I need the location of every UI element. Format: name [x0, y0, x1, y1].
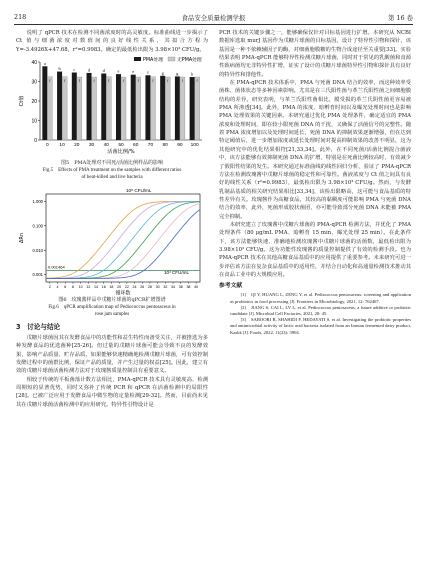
sig-letter: e	[117, 68, 120, 74]
y-tick-label: 30	[31, 79, 37, 86]
sig-letter: f	[63, 77, 66, 83]
paragraph: 在 PMA-qPCR 技术体系中，PMA 与死菌 DNA 结合的效率，而这种效率受菌株、菌体状态等多种因素影响。尤其是在三氏阳性菌与革兰氏阳性菌之间细胞膜结构的差异，研究表明，与革兰氏阳性菌相比，膜受损的革兰氏阴性菌更容易被 PMA 所渗透[34]。此外，PMA 的浓度、暗孵育时间以及曝光处理时间也是影响 PMA 处理效果的关键因素。本研究通过优化 PMA 处理条件，确定适宜的 PMA 浓度和处理时间，即在较小限死菌 DNA 的干扰，又确保了活菌信号的完整性。随着 PMA 浓度增加以及处理时间延长，死菌 DNA 的抑制效果逐渐增强，但在达到特定阈值后，进一步增加浓度或延长处理时间对提高抑制效果的改善不明显，这为其他研究中的优化结果相符[21,33,34]。此外，在不同死菌/活菌比例混合菌液中，该方法能够有效抑制死菌 DNA 的扩增，特别是在死菌比例较高时，有效减少了假阳性结果的发生。本研究通过标准曲线的线性回归分析，验证了 PMA-qPCR 方法在检测玫瑰酱中戊糖片球菌的稳定性和可靠性。菌液浓度与 Ct 值之间具有良好的线性关系（r²=0.9983），最低检出限为 3.98×10³ CFU/g。然而，与发酵乳制品基质的相关研究结果相比[33,34]，该检出限略高，这可能与食品基质的特性差异有关。玫瑰酱作为高糖食品，其较高的黏稠度可能影响 PMA 与死菌 DNA 结合的效率，此外，死菌形成胶状菌团，亦可能导致部分死菌 DNA 未能被 PMA 完全抑制。	[219, 80, 411, 220]
bar-pma	[131, 75, 136, 140]
page-header	[14, 10, 413, 25]
annotation-top: 10⁸ CFU/mL	[126, 188, 152, 194]
page-number: 218	[14, 13, 27, 21]
y-axis-label: Ct值	[19, 95, 25, 107]
bar-pma	[57, 72, 62, 140]
amplification-curve	[46, 201, 200, 278]
bar-pma	[160, 76, 165, 140]
sig-letter: f	[137, 78, 139, 84]
reference-item: [3] SABOORI B, SHAHIDI F, HEDAYATI S, et al. Investigating the probiotic properties and antimicrobial activity of lactic acid bacteria isolated from an Iranian fermented dairy product, Kashk [J]. Foods, 2022, 11(23): 3904.	[230, 317, 411, 335]
x-tick-label: 34	[171, 285, 176, 290]
journal-title: 食品安全质量检测学报	[181, 14, 246, 22]
caption-en: Fig.5 Effects of PMA treatment on the samples with different ratios	[42, 168, 182, 174]
x-tick-label: 16	[101, 285, 106, 290]
sig-letter: f	[93, 78, 95, 84]
y-tick-label: 40	[31, 59, 37, 66]
paragraph: 相较于传统的平板菌落计数方法相比，PMA-qPCR 技术具有灵敏度高、检测周期短的显著优势，同时又弥补了传统 PCR 和 qPCR 在活菌检测中的局限性[28]。已被广泛应用于发酵食品中微生物的定量检测[29-32]。然而，目前尚未见其在戊糖片球菌活菌检测中的应用研究。特异性引物设计是	[16, 376, 208, 408]
x-tick-label: 24	[132, 285, 137, 290]
y-tick-label: 0	[34, 137, 37, 144]
reference-list	[219, 292, 411, 335]
x-tick-label: 70	[147, 143, 154, 149]
reference-item: [1] QI Y, HUANG L, ZENG Y, et al. Pediococcus pentosaceus: screening and application as probiotics in food processing [J]. Frontiers in Microbiology, 2021, 12: 762467.	[230, 292, 411, 304]
figure-5-bar-chart	[16, 54, 208, 159]
section-heading: 3 讨论与结论	[16, 323, 61, 332]
figure-6-caption	[16, 297, 208, 318]
x-tick-label: 100	[190, 143, 199, 149]
x-tick-label: 40	[194, 285, 199, 290]
y-tick-label: 0.010	[32, 247, 43, 253]
x-tick-label: 20	[117, 285, 122, 290]
bar-no-pma	[195, 77, 200, 140]
bar-no-pma	[77, 77, 82, 140]
sig-letter: f	[78, 78, 81, 84]
caption-en: of heat-killed and live bacteria	[81, 175, 143, 181]
bar-no-pma	[106, 77, 111, 140]
caption-en: rose jam samples	[94, 312, 130, 318]
sig-letter: f	[49, 77, 51, 83]
bar-pma	[145, 75, 150, 140]
sig-letter: e	[132, 69, 135, 75]
sig-letter: b	[58, 66, 61, 72]
bar-no-pma	[47, 77, 52, 140]
x-tick-label: 38	[186, 285, 191, 290]
x-tick-label: 80	[162, 143, 168, 149]
paragraph: 说明了 qPCR 技术在检测不同菌浓度时的高灵敏度。标准曲线进一步揭示了 Ct 值与细菌浓度对数值间的良好线性关系，其拟合方程为 Y=-3.4926X+47.68，r²=0.9983。确定的最低检出限为 3.98×10³ CFU/g。	[16, 30, 208, 53]
x-tick-label: 22	[124, 285, 129, 290]
sig-letter: g	[161, 70, 164, 76]
bar-no-pma	[121, 77, 126, 140]
legend-swatch-pma	[134, 57, 141, 61]
bar-no-pma	[150, 77, 155, 140]
sig-letter: f	[122, 78, 125, 84]
bar-no-pma	[92, 77, 97, 140]
sig-letter: d	[102, 68, 105, 74]
sig-letter: f	[147, 69, 149, 75]
left-column	[16, 29, 208, 409]
y-tick-label: 10	[31, 118, 37, 125]
x-tick-label: 12	[86, 285, 91, 290]
sig-letter: f	[196, 78, 198, 84]
y-axis-label: ΔRn	[19, 232, 25, 244]
x-tick-label: 36	[178, 285, 183, 290]
caption-en: Fig.6 qPCR amplification map of Pediococcus pentosaceus in	[48, 305, 176, 311]
legend-label: 无PMA处理	[177, 58, 202, 64]
amplification-curve	[46, 202, 200, 279]
figure-6-amplification-chart	[16, 184, 208, 296]
volume-label: 第 16 卷	[388, 14, 413, 22]
x-tick-label: 14	[94, 285, 99, 290]
sig-letter: h	[191, 71, 194, 77]
y-tick-label: 20	[31, 98, 37, 105]
x-tick-label: 10	[59, 143, 65, 149]
amplification-curve	[46, 201, 200, 278]
x-tick-label: 8	[71, 285, 74, 290]
legend-label: PMA处理	[143, 58, 163, 64]
x-tick-label: 30	[155, 285, 160, 290]
y-tick-label: 1.000	[32, 198, 43, 204]
x-tick-label: 90	[177, 143, 183, 149]
bar-pma	[72, 73, 77, 140]
sig-letter: a	[43, 60, 46, 66]
sig-letter: f	[152, 77, 154, 83]
x-tick-label: 40	[103, 143, 109, 149]
references-heading: 参考文献	[219, 283, 243, 290]
annotation-bottom: 10³ CFU/mL	[164, 270, 190, 276]
bar-no-pma	[180, 77, 185, 140]
paragraph: 戊糖片球菌因其在发酵食品中的功能性和益生特性而备受关注，并被推选为多种发酵食品的优选菌种[25-26]。但过量的戊糖片球菌可能会导致不良的发酵效果，影响产品质量、贮存品质。如果能够快速精确地检测戊糖片球菌，可有效控制发酵过程中的菌群比例，保证产品的质量，并产生过量的权益[25]。因此，建立有效的戊糖片球菌活菌检测方法对于玫瑰酱质量控制具有重要意义。	[16, 335, 208, 375]
sig-letter: f	[166, 78, 169, 84]
amplification-curve	[46, 201, 200, 278]
bar-no-pma	[165, 77, 170, 140]
x-tick-label: 0	[46, 143, 49, 149]
x-tick-label: 10	[78, 285, 83, 290]
caption-cn: 图5 PMA处理对不同死/活菌比例样品的影响	[61, 160, 163, 167]
x-axis-label: 活菌比例/%	[107, 149, 135, 156]
sig-letter: f	[181, 78, 184, 84]
sig-letter: c	[73, 67, 76, 73]
x-tick-label: 30	[88, 143, 95, 149]
x-tick-label: 4	[56, 285, 59, 290]
caption-cn: 图6 玫瑰酱样品中戊糖片球菌的qPCR扩增图谱	[58, 297, 166, 304]
reference-item: [2] JIANG S, CAI L, LV L, et al. Pediococcus pentosaceus, a future additive or probiotic candidate [J]. Microbial Cell Factories, 2021, 20: 45.	[230, 304, 411, 316]
threshold-label: 0.001464	[48, 264, 65, 270]
x-tick-label: 2	[48, 285, 51, 290]
bar-pma	[175, 76, 180, 140]
bar-pma	[190, 77, 195, 140]
sig-letter: d	[87, 67, 91, 73]
bar-no-pma	[62, 77, 67, 140]
paragraph: PCR 技术的关键步骤之一，能够确保仅针对目标基因进行扩增。本研究从 NCBI 数据库选取 murJ 基因作为戊糖片球菌的目标基因，设计了特异性引物和探针，该基因是一种不依赖辅因子的酶，对细菌胞膜糖的生物合成途径至关重要[33]。实验结果表明 PMA-qPCR 能够特异性检测戊糖片球菌，同时对于常见的乳酸菌和食源性致病菌均无非特异性扩增，证实了设计的戊糖片球菌特异性引物和探针具有良好的特异性和排他性。	[219, 30, 411, 78]
bar-pma	[116, 74, 121, 140]
x-tick-label: 60	[133, 143, 139, 149]
bar-pma	[87, 73, 92, 140]
figure-5-caption	[16, 160, 208, 181]
sig-letter: g	[176, 70, 179, 76]
legend-swatch-no-pma	[168, 57, 175, 61]
x-tick-label: 50	[118, 143, 124, 149]
x-tick-label: 32	[163, 285, 168, 290]
paragraph: 本研究建立了玫瑰酱中戊糖片球菌的 PMA-qPCR 检测方法，并优化了 PMA 处理条件（80 μg/mL PMA、暗孵育 15 min、曝光处理 25 min）。在此条件下，该方法能够快速、准确地检测玫瑰酱中戊糖片球菌的活菌数，最低检出限为 3.98×10³ CFU/g。这为功能性玫瑰酱的质量控制提供了有效的检测手段。也为 PMA-qPCR 技术在其他高糖食品基质中的应用提供了重要参考。未来研究可进一步评估该方法在复杂食品基质中的适用性，并结合自动化和高通量检测技术推动其在食品工业中的大规模应用。	[219, 221, 411, 278]
x-tick-label: 28	[147, 285, 152, 290]
bar-pma	[42, 66, 47, 140]
bar-no-pma	[136, 77, 141, 140]
y-tick-label: 0.100	[32, 223, 43, 229]
y-tick-label: 0.001	[32, 272, 43, 278]
sig-letter: f	[108, 77, 110, 83]
x-tick-label: 6	[64, 285, 67, 290]
x-axis-label: 循环数	[115, 290, 131, 297]
amplification-curve	[46, 203, 200, 278]
bar-pma	[101, 74, 106, 140]
x-tick-label: 20	[74, 143, 80, 149]
right-column	[219, 29, 411, 336]
x-tick-label: 18	[109, 285, 114, 290]
x-tick-label: 26	[140, 285, 145, 290]
